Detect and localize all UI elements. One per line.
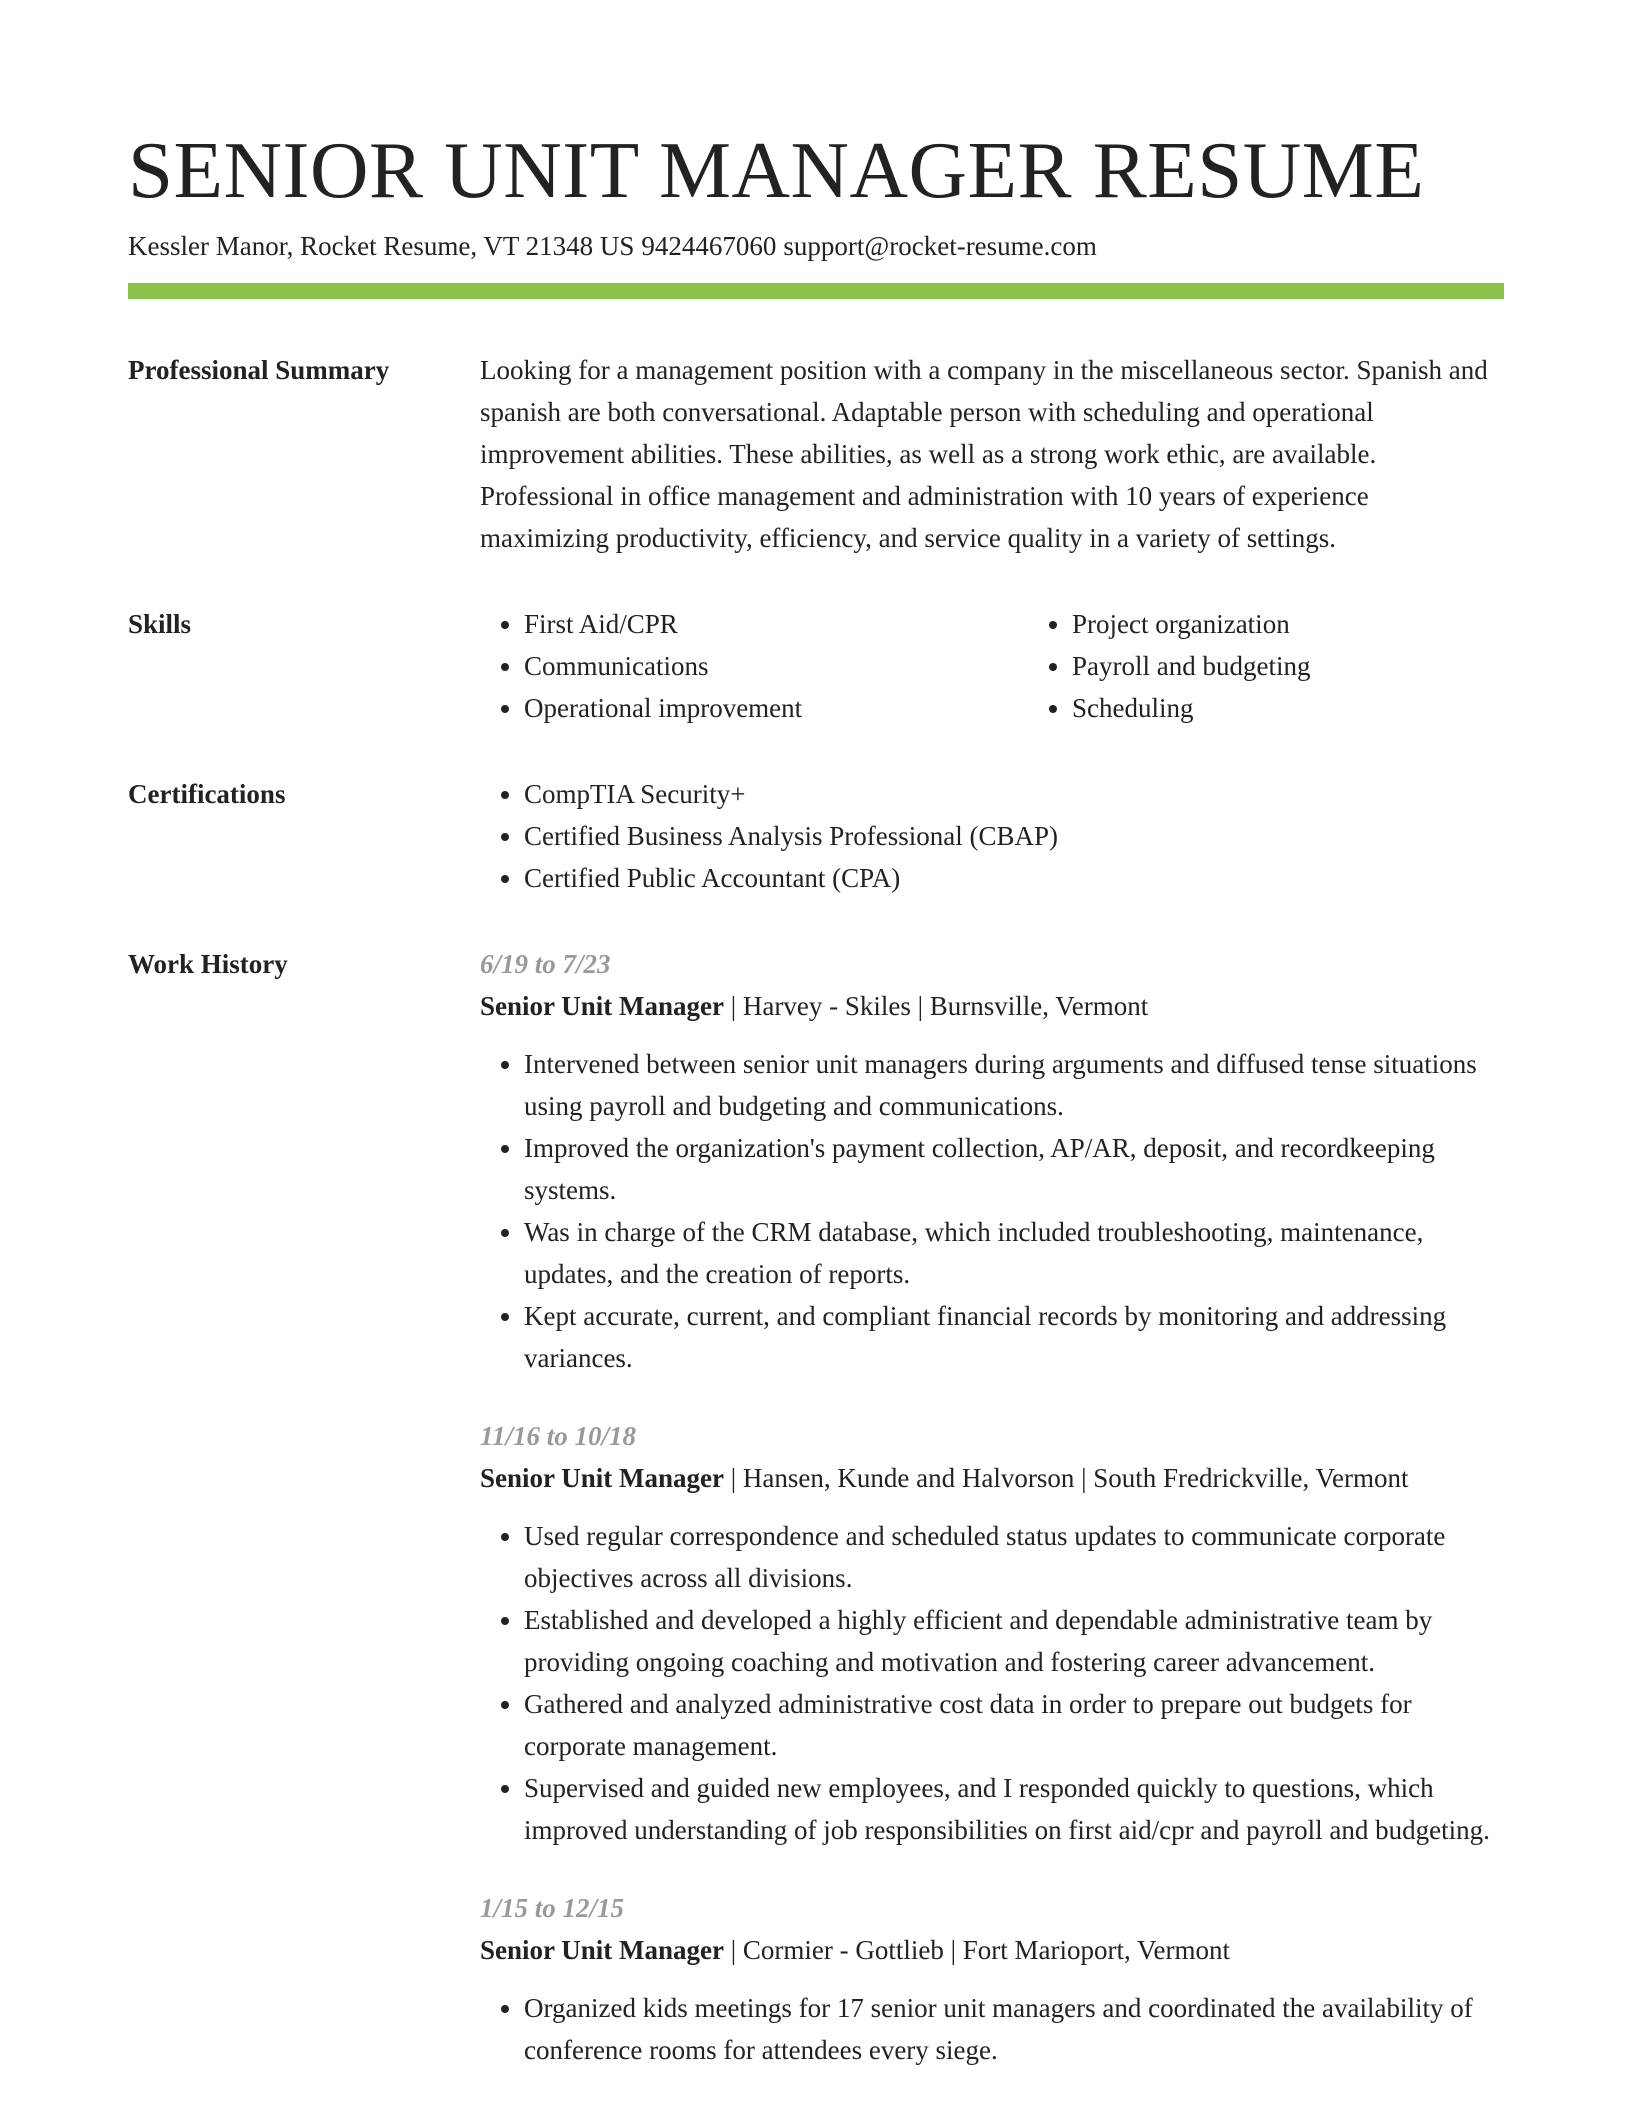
job-details: | Cormier - Gottlieb | Fort Marioport, Vermont	[724, 1935, 1230, 1965]
job-dates: 11/16 to 10/18	[480, 1421, 637, 1451]
job-entry	[480, 1887, 1504, 2071]
header-divider	[128, 283, 1504, 299]
job-heading	[480, 1457, 1504, 1499]
job-bullet: • Used regular correspondence and scheduled status updates to communicate corporate objectives across all divisions.	[524, 1515, 1504, 1599]
skills-list-left	[480, 603, 1028, 729]
job-heading	[480, 985, 1504, 1027]
job-dates: 6/19 to 7/23	[480, 949, 611, 979]
job-bullet: • Supervised and guided new employees, and I responded quickly to questions, which improved understanding of job responsibilities on first aid/cpr and payroll and budgeting.	[524, 1767, 1504, 1851]
job-heading	[480, 1929, 1504, 1971]
skills-section	[128, 603, 1504, 729]
skill-item: • Operational improvement	[524, 687, 1028, 729]
summary-section	[128, 349, 1504, 559]
certification-item: • Certified Business Analysis Professional (CBAP)	[524, 815, 1504, 857]
job-bullet: • Intervened between senior unit managers during arguments and diffused tense situations using payroll and budgeting and communications.	[524, 1043, 1504, 1127]
summary-label: Professional Summary	[128, 355, 390, 385]
job-details: | Harvey - Skiles | Burnsville, Vermont	[724, 991, 1149, 1021]
job-dates: 1/15 to 12/15	[480, 1893, 625, 1923]
certifications-label: Certifications	[128, 779, 286, 809]
work-history-section	[128, 943, 1504, 2107]
job-title: Senior Unit Manager	[480, 1935, 724, 1965]
certification-item: • CompTIA Security+	[524, 773, 1504, 815]
job-entry	[480, 943, 1504, 1379]
job-bullet: • Established and developed a highly efficient and dependable administrative team by providing ongoing coaching and motivation and fostering career advancement.	[524, 1599, 1504, 1683]
skill-item: • Communications	[524, 645, 1028, 687]
contact-address: Kessler Manor, Rocket Resume, VT 21348 US	[128, 231, 635, 261]
job-title: Senior Unit Manager	[480, 991, 724, 1021]
contact-phone: 9424467060	[641, 231, 777, 261]
skill-item: • Payroll and budgeting	[1072, 645, 1576, 687]
skills-label: Skills	[128, 609, 192, 639]
job-bullet: • Organized kids meetings for 17 senior unit managers and coordinated the availability of conference rooms for attendees every siege.	[524, 1987, 1504, 2071]
job-bullet: • Was in charge of the CRM database, which included troubleshooting, maintenance, updates, and the creation of reports.	[524, 1211, 1504, 1295]
job-bullet: • Gathered and analyzed administrative cost data in order to prepare out budgets for corporate management.	[524, 1683, 1504, 1767]
skills-list-right	[1028, 603, 1576, 729]
job-bullets	[480, 1987, 1504, 2071]
job-bullets	[480, 1515, 1504, 1851]
job-details: | Hansen, Kunde and Halvorson | South Fredrickville, Vermont	[724, 1463, 1409, 1493]
work-history-label: Work History	[128, 949, 288, 979]
job-bullets	[480, 1043, 1504, 1379]
job-entry	[480, 1415, 1504, 1851]
summary-text: Looking for a management position with a company in the miscellaneous sector. Spanish and spanish are both conversational. Adaptable person with scheduling and operational improvement abilities. These abilities, as well as a strong work ethic, are available. Professional in office management and administration with 10 years of experience maximizing productivity, efficiency, and service quality in a variety of settings.	[480, 355, 1488, 553]
skill-item: • Scheduling	[1072, 687, 1576, 729]
job-bullet: • Kept accurate, current, and compliant financial records by monitoring and addressing variances.	[524, 1295, 1504, 1379]
certifications-list	[480, 773, 1504, 899]
skill-item: • Project organization	[1072, 603, 1576, 645]
resume-title: SENIOR UNIT MANAGER RESUME	[128, 125, 1425, 215]
skill-item: • First Aid/CPR	[524, 603, 1028, 645]
resume-page	[128, 120, 1504, 2107]
job-title: Senior Unit Manager	[480, 1463, 724, 1493]
certifications-section	[128, 773, 1504, 899]
certification-item: • Certified Public Accountant (CPA)	[524, 857, 1504, 899]
contact-line	[128, 228, 1504, 264]
job-bullet: • Improved the organization's payment collection, AP/AR, deposit, and recordkeeping systems.	[524, 1127, 1504, 1211]
contact-email: support@rocket-resume.com	[783, 231, 1097, 261]
